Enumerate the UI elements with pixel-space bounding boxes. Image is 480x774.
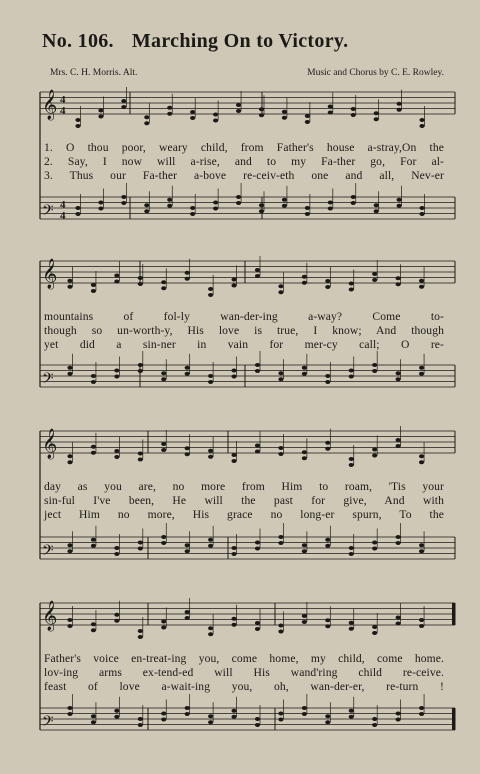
note-head (67, 543, 72, 547)
note-head (372, 541, 377, 545)
note-head (190, 110, 195, 114)
note-head (372, 631, 377, 635)
note-head (325, 447, 330, 451)
note-head (208, 374, 213, 378)
note-head (325, 380, 330, 384)
note-head (91, 374, 96, 378)
lyric-line: mountains of fol-ly wan-der-ing a-way? Come to- (44, 310, 444, 323)
note-head (185, 706, 190, 710)
note-head (98, 207, 103, 211)
note-head (419, 712, 424, 716)
note-head (325, 544, 330, 548)
note-head (374, 209, 379, 213)
note-head (67, 624, 72, 628)
lyric-line: 2. Say, I now will a-rise, and to my Fa-ther go, For al- (44, 155, 444, 168)
note-head (121, 105, 126, 109)
time-signature-bottom: 4 (60, 105, 66, 117)
note-head (98, 201, 103, 205)
bass-clef: 𝄢 (42, 370, 54, 391)
note-head (75, 206, 80, 210)
note-head (185, 366, 190, 370)
note-head (167, 198, 172, 202)
note-head (231, 623, 236, 627)
lyric-line: yet did a sin-ner in vain for mer-cy call; O re- (44, 338, 444, 351)
lyrics-system-3 (44, 480, 444, 522)
note-head (396, 371, 401, 375)
note-head (255, 541, 260, 545)
note-head (419, 118, 424, 122)
note-head (302, 620, 307, 624)
note-head (302, 281, 307, 285)
lyric-line: ject Him no more, His grace no long-er spurn, To the (44, 508, 444, 521)
note-head (259, 203, 264, 207)
note-head (325, 720, 330, 724)
note-head (231, 552, 236, 556)
note-head (144, 115, 149, 119)
note-head (75, 118, 80, 122)
hymn-title: Marching On to Victory. (131, 30, 349, 52)
note-head (208, 380, 213, 384)
note-head (138, 547, 143, 551)
note-head (138, 723, 143, 727)
note-head (161, 286, 166, 290)
note-head (67, 712, 72, 716)
note-head (351, 113, 356, 117)
note-head (185, 452, 190, 456)
note-head (278, 446, 283, 450)
lyric-line: 3. Thus our Fa-ther a-bove re-ceiv-eth one and all, Nev-er (44, 169, 444, 182)
note-head (91, 538, 96, 542)
note-head (282, 198, 287, 202)
note-head (236, 109, 241, 113)
note-head (91, 544, 96, 548)
final-barline (452, 603, 455, 625)
bass-clef: 𝄢 (42, 713, 54, 734)
note-head (325, 441, 330, 445)
note-head (396, 535, 401, 539)
note-head (138, 363, 143, 367)
note-head (372, 717, 377, 721)
treble-clef: 𝄞 (42, 601, 58, 631)
note-head (121, 99, 126, 103)
note-head (114, 280, 119, 284)
note-head (114, 619, 119, 623)
note-head (351, 201, 356, 205)
note-head (161, 535, 166, 539)
note-head (121, 195, 126, 199)
note-head (351, 195, 356, 199)
note-head (138, 276, 143, 280)
note-head (278, 290, 283, 294)
note-head (231, 375, 236, 379)
note-head (372, 448, 377, 452)
note-head (91, 622, 96, 626)
note-head (114, 715, 119, 719)
note-head (208, 287, 213, 291)
note-head (114, 546, 119, 550)
note-head (419, 706, 424, 710)
note-head (419, 624, 424, 628)
note-head (396, 282, 401, 286)
note-head (278, 377, 283, 381)
note-head (208, 455, 213, 459)
note-head (213, 119, 218, 123)
note-head (231, 284, 236, 288)
note-head (325, 279, 330, 283)
note-head (396, 718, 401, 722)
note-head (208, 293, 213, 297)
note-head (302, 450, 307, 454)
note-head (349, 282, 354, 286)
note-head (114, 375, 119, 379)
note-head (372, 278, 377, 282)
words-credit: Mrs. C. H. Morris. Alt. (50, 68, 138, 78)
note-head (349, 463, 354, 467)
note-head (185, 616, 190, 620)
note-head (419, 454, 424, 458)
note-head (255, 450, 260, 454)
note-head (185, 372, 190, 376)
note-head (67, 706, 72, 710)
note-head (161, 371, 166, 375)
note-head (349, 369, 354, 373)
note-head (161, 626, 166, 630)
note-head (349, 709, 354, 713)
note-head (419, 212, 424, 216)
note-head (278, 535, 283, 539)
note-head (167, 106, 172, 110)
note-head (396, 377, 401, 381)
lyric-line: Father's voice en-treat-ing you, come home, my child, come home. (44, 652, 444, 665)
note-head (278, 541, 283, 545)
note-head (161, 620, 166, 624)
note-head (259, 107, 264, 111)
note-head (325, 285, 330, 289)
note-head (278, 284, 283, 288)
note-head (138, 635, 143, 639)
lyric-line: lov-ing arms ex-tend-ed will His wand'ring child re-ceive. (44, 666, 444, 679)
note-head (419, 285, 424, 289)
note-head (75, 212, 80, 216)
note-head (190, 212, 195, 216)
note-head (67, 460, 72, 464)
note-head (305, 212, 310, 216)
note-head (208, 714, 213, 718)
note-head (255, 621, 260, 625)
note-head (144, 209, 149, 213)
note-head (328, 111, 333, 115)
note-head (372, 272, 377, 276)
note-head (328, 201, 333, 205)
note-head (231, 453, 236, 457)
note-head (282, 204, 287, 208)
note-head (231, 715, 236, 719)
note-head (278, 712, 283, 716)
note-head (372, 723, 377, 727)
note-head (98, 115, 103, 119)
hymn-number: No. 106. (42, 30, 114, 52)
note-head (138, 458, 143, 462)
note-head (419, 618, 424, 622)
note-head (75, 124, 80, 128)
note-head (67, 366, 72, 370)
note-head (121, 201, 126, 205)
treble-clef: 𝄞 (42, 429, 58, 459)
note-head (91, 445, 96, 449)
note-head (185, 610, 190, 614)
note-head (419, 543, 424, 547)
note-head (302, 614, 307, 618)
lyrics-system-2 (44, 310, 444, 352)
music-credit: Music and Chorus by C. E. Rowley. (307, 68, 444, 78)
note-head (138, 282, 143, 286)
note-head (138, 369, 143, 373)
note-head (114, 449, 119, 453)
note-head (372, 625, 377, 629)
note-head (349, 288, 354, 292)
note-head (419, 366, 424, 370)
note-head (208, 626, 213, 630)
note-head (161, 280, 166, 284)
note-head (208, 449, 213, 453)
note-head (67, 549, 72, 553)
note-head (397, 204, 402, 208)
bass-clef: 𝄢 (42, 202, 54, 223)
time-signature-bottom: 4 (60, 210, 66, 222)
note-head (349, 621, 354, 625)
note-head (349, 627, 354, 631)
note-head (255, 369, 260, 373)
note-head (114, 274, 119, 278)
note-head (138, 541, 143, 545)
note-head (302, 366, 307, 370)
note-head (325, 538, 330, 542)
note-head (419, 206, 424, 210)
note-head (91, 720, 96, 724)
note-head (91, 283, 96, 287)
lyric-line: day as you are, no more from Him to roam, 'Tis your (44, 480, 444, 493)
note-head (419, 124, 424, 128)
note-head (349, 375, 354, 379)
note-head (91, 380, 96, 384)
note-head (161, 377, 166, 381)
note-head (67, 454, 72, 458)
note-head (349, 546, 354, 550)
note-head (255, 363, 260, 367)
note-head (396, 541, 401, 545)
note-head (278, 452, 283, 456)
note-head (396, 712, 401, 716)
lyrics-system-1 (44, 141, 444, 183)
treble-clef: 𝄞 (42, 90, 58, 120)
note-head (302, 712, 307, 716)
note-head (372, 547, 377, 551)
note-head (185, 277, 190, 281)
note-head (278, 624, 283, 628)
note-head (305, 206, 310, 210)
note-head (349, 715, 354, 719)
note-head (67, 618, 72, 622)
note-head (278, 371, 283, 375)
note-head (302, 706, 307, 710)
treble-clef: 𝄞 (42, 259, 58, 289)
note-head (236, 103, 241, 107)
note-head (325, 624, 330, 628)
note-head (67, 279, 72, 283)
note-head (208, 632, 213, 636)
note-head (372, 363, 377, 367)
note-head (255, 723, 260, 727)
note-head (114, 709, 119, 713)
note-head (397, 198, 402, 202)
note-head (98, 109, 103, 113)
note-head (91, 628, 96, 632)
note-head (91, 714, 96, 718)
note-head (161, 541, 166, 545)
note-head (114, 369, 119, 373)
note-head (67, 372, 72, 376)
note-head (282, 116, 287, 120)
note-head (396, 438, 401, 442)
note-head (349, 552, 354, 556)
note-head (374, 117, 379, 121)
note-head (349, 457, 354, 461)
note-head (138, 629, 143, 633)
note-head (302, 275, 307, 279)
note-head (255, 444, 260, 448)
note-head (213, 201, 218, 205)
note-head (138, 717, 143, 721)
note-head (282, 110, 287, 114)
note-head (255, 274, 260, 278)
note-head (185, 446, 190, 450)
note-head (161, 718, 166, 722)
note-head (374, 203, 379, 207)
note-head (231, 459, 236, 463)
note-head (419, 460, 424, 464)
note-head (114, 552, 119, 556)
note-head (325, 714, 330, 718)
note-head (208, 720, 213, 724)
note-head (255, 268, 260, 272)
note-head (231, 278, 236, 282)
note-head (278, 630, 283, 634)
note-head (374, 111, 379, 115)
note-head (91, 451, 96, 455)
lyric-line: 1. O thou poor, weary child, from Father's house a-stray,On the (44, 141, 444, 154)
time-signature-top: 4 (60, 94, 66, 106)
note-head (231, 369, 236, 373)
note-head (419, 279, 424, 283)
note-head (236, 195, 241, 199)
note-head (231, 546, 236, 550)
note-head (302, 549, 307, 553)
note-head (255, 547, 260, 551)
note-head (302, 543, 307, 547)
note-head (255, 627, 260, 631)
note-head (161, 448, 166, 452)
bass-clef: 𝄢 (42, 542, 54, 563)
note-head (213, 207, 218, 211)
note-head (144, 203, 149, 207)
note-head (167, 204, 172, 208)
note-head (91, 289, 96, 293)
note-head (302, 372, 307, 376)
note-head (208, 544, 213, 548)
note-head (259, 113, 264, 117)
note-head (67, 285, 72, 289)
note-head (305, 114, 310, 118)
note-head (325, 374, 330, 378)
note-head (208, 538, 213, 542)
note-head (396, 616, 401, 620)
note-head (138, 452, 143, 456)
note-head (167, 112, 172, 116)
note-head (161, 712, 166, 716)
note-head (231, 709, 236, 713)
note-head (419, 549, 424, 553)
note-head (236, 201, 241, 205)
lyric-line: sin-ful I've been, He will the past for give, And with (44, 494, 444, 507)
note-head (397, 108, 402, 112)
note-head (325, 618, 330, 622)
note-head (328, 207, 333, 211)
note-head (114, 613, 119, 617)
note-head (396, 276, 401, 280)
note-head (328, 105, 333, 109)
note-head (302, 456, 307, 460)
note-head (185, 543, 190, 547)
note-head (161, 442, 166, 446)
note-head (259, 209, 264, 213)
note-head (396, 622, 401, 626)
note-head (144, 121, 149, 125)
time-signature-top: 4 (60, 199, 66, 211)
note-head (185, 549, 190, 553)
note-head (185, 712, 190, 716)
note-head (190, 206, 195, 210)
note-head (278, 718, 283, 722)
final-barline (452, 708, 455, 730)
note-head (396, 444, 401, 448)
note-head (372, 369, 377, 373)
note-head (255, 717, 260, 721)
note-head (397, 102, 402, 106)
note-head (372, 454, 377, 458)
lyric-line: feast of love a-wait-ing you, oh, wan-der-er, re-turn ! (44, 680, 444, 693)
note-head (190, 116, 195, 120)
lyrics-system-4 (44, 652, 444, 694)
note-head (185, 271, 190, 275)
note-head (114, 455, 119, 459)
note-head (305, 120, 310, 124)
note-head (231, 617, 236, 621)
lyric-line: though so un-worth-y, His love is true, I know; And though (44, 324, 444, 337)
note-head (213, 113, 218, 117)
note-head (351, 107, 356, 111)
note-head (419, 372, 424, 376)
